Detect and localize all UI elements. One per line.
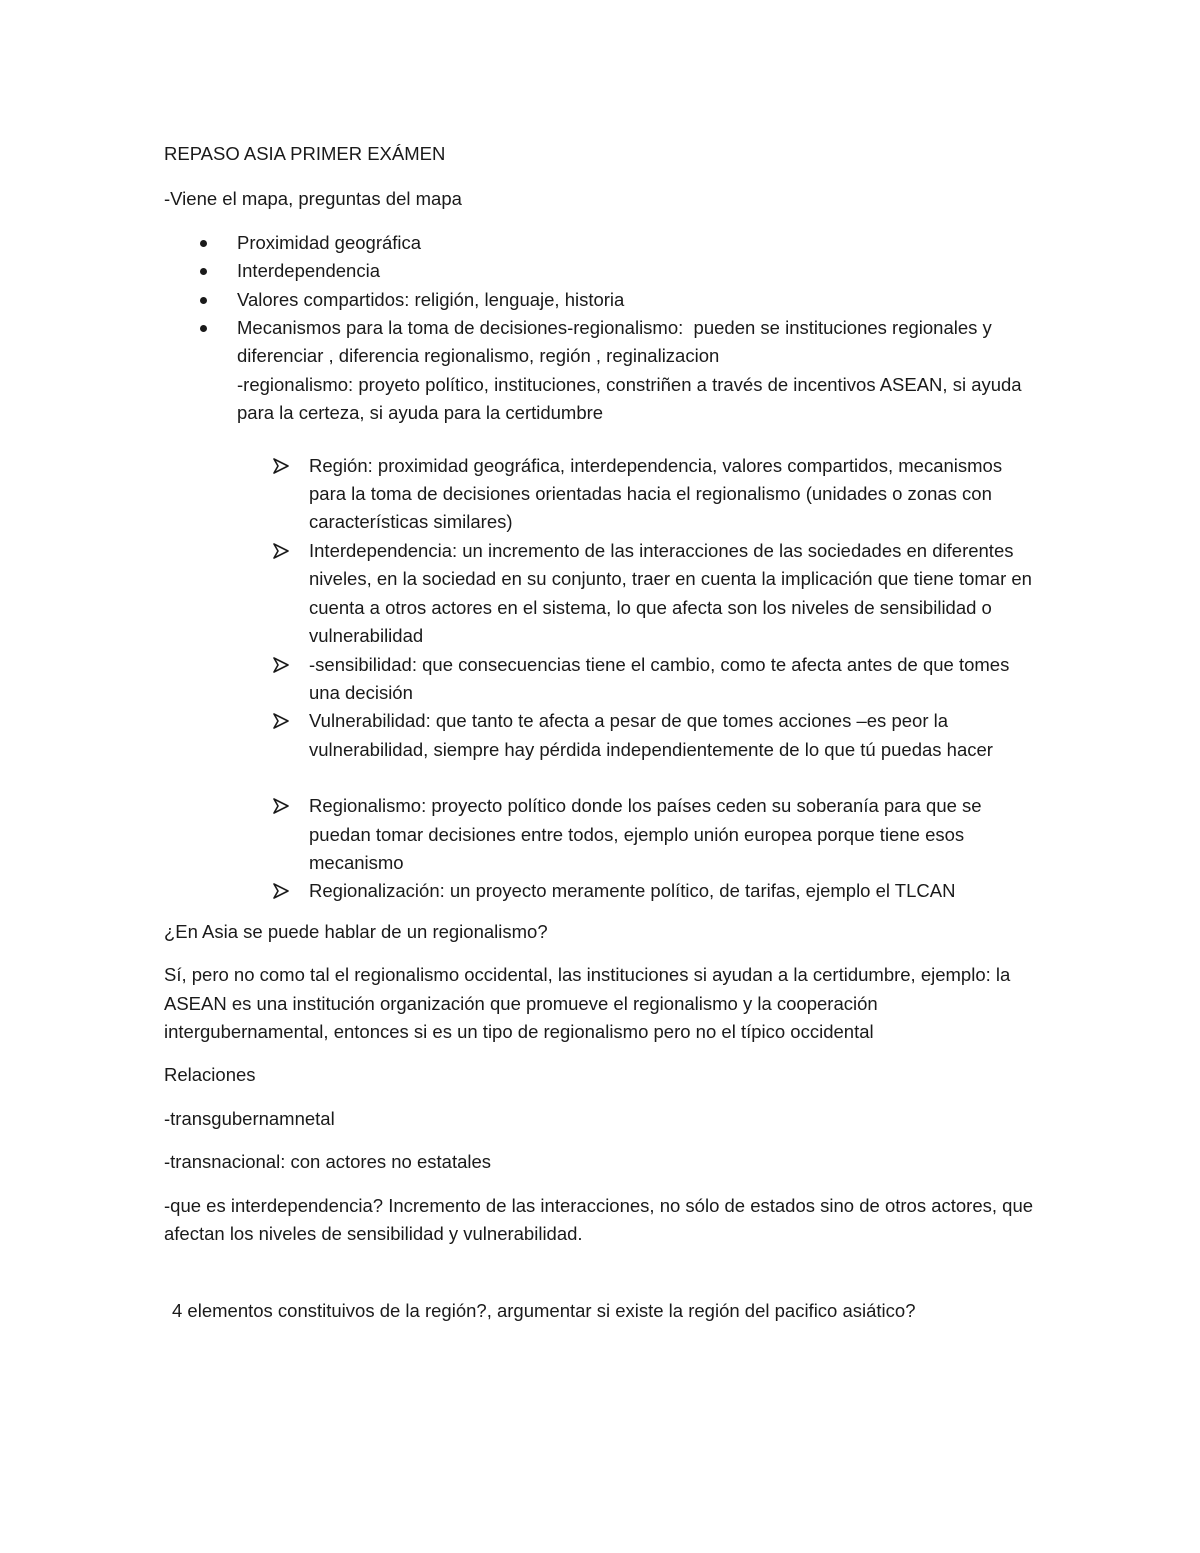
- arrow-bullet-icon: [272, 657, 290, 673]
- definition-text: Vulnerabilidad: que tanto te afecta a pesar de que tomes acciones –es peor la vulnerabilidad, siempre hay pérdida independientemente de lo que tú puedas hacer: [309, 710, 993, 760]
- intro-line: -Viene el mapa, preguntas del mapa: [164, 188, 462, 210]
- bullet-text: Mecanismos para la toma de decisiones-regionalismo: pueden se instituciones regionales y diferenciar , diferencia regionalismo, región , reginalizacion -regionalismo: proyeto político, instituciones, constriñen a través de incentivos ASEAN, si ayuda para la certeza, si ayuda para la certidumbre: [237, 317, 1022, 424]
- interdependence-paragraph: -que es interdependencia? Incremento de las interacciones, no sólo de estados sino de otros actores, que afectan los niveles de sensibilidad y vulnerabilidad.: [164, 1194, 1039, 1244]
- arrow-bullet-icon: [272, 798, 290, 814]
- relations-heading: Relaciones: [164, 1064, 256, 1086]
- bullet-icon: [200, 297, 207, 304]
- bullet-list: [164, 229, 1044, 428]
- relation-item: -transnacional: con actores no estatales: [164, 1151, 492, 1173]
- definition-text: -sensibilidad: que consecuencias tiene el cambio, como te afecta antes de que tomes una decisión: [309, 653, 1010, 703]
- relation-item: -transgubernamnetal: [164, 1107, 335, 1129]
- spacer: [164, 1263, 1044, 1297]
- bullet-item: [164, 286, 1044, 314]
- definition-item: [164, 707, 1044, 764]
- question-line: ¿En Asia se puede hablar de un regionalismo?: [164, 920, 548, 942]
- definition-item: [164, 877, 1044, 905]
- bullet-icon: [200, 325, 207, 332]
- arrow-bullet-icon: [272, 713, 290, 729]
- document-page: [164, 140, 1044, 1341]
- definition-item: [164, 792, 1044, 877]
- bullet-icon: [200, 268, 207, 275]
- definition-item: [164, 651, 1044, 708]
- arrow-bullet-icon: [272, 458, 290, 474]
- bullet-text: Valores compartidos: religión, lenguaje, historia: [237, 288, 625, 310]
- bullet-text: Proximidad geográfica: [237, 231, 422, 253]
- bullet-item: [164, 229, 1044, 257]
- definition-text: Región: proximidad geográfica, interdependencia, valores compartidos, mecanismos para la toma de decisiones orientadas hacia el regionalismo (unidades o zonas con características similares): [309, 454, 1003, 533]
- bullet-text: Interdependencia: [237, 260, 380, 282]
- bullet-icon: [200, 240, 207, 247]
- definition-item: [164, 537, 1044, 651]
- definition-text: Regionalización: un proyecto meramente político, de tarifas, ejemplo el TLCAN: [309, 880, 956, 902]
- definition-text: Regionalismo: proyecto político donde los países ceden su soberanía para que se puedan tomar decisiones entre todos, ejemplo unión europea porque tiene esos mecanismo: [309, 795, 982, 873]
- bullet-item: [164, 314, 1044, 428]
- arrow-bullet-icon: [272, 543, 290, 559]
- definition-text: Interdependencia: un incremento de las interacciones de las sociedades en diferentes niveles, en la sociedad en su conjunto, traer en cuenta la implicación que tiene tomar en cuenta a otros actores en el sistema, lo que afecta son los niveles de sensibilidad o vulnerabilidad: [309, 539, 1032, 647]
- final-question: 4 elementos constituivos de la región?, argumentar si existe la región del pacifico asiático?: [172, 1300, 916, 1322]
- arrow-bullet-icon: [272, 883, 290, 899]
- answer-paragraph: Sí, pero no como tal el regionalismo occidental, las instituciones si ayudan a la certidumbre, ejemplo: la ASEAN es una institución organización que promueve el regionalismo y la cooperación intergubernamental, entonces si es un tipo de regionalismo pero no el típico occidental: [164, 964, 1015, 1042]
- definition-list: [164, 452, 1044, 906]
- definition-item: [164, 452, 1044, 537]
- document-title: REPASO ASIA PRIMER EXÁMEN: [164, 143, 446, 164]
- bullet-item: [164, 257, 1044, 285]
